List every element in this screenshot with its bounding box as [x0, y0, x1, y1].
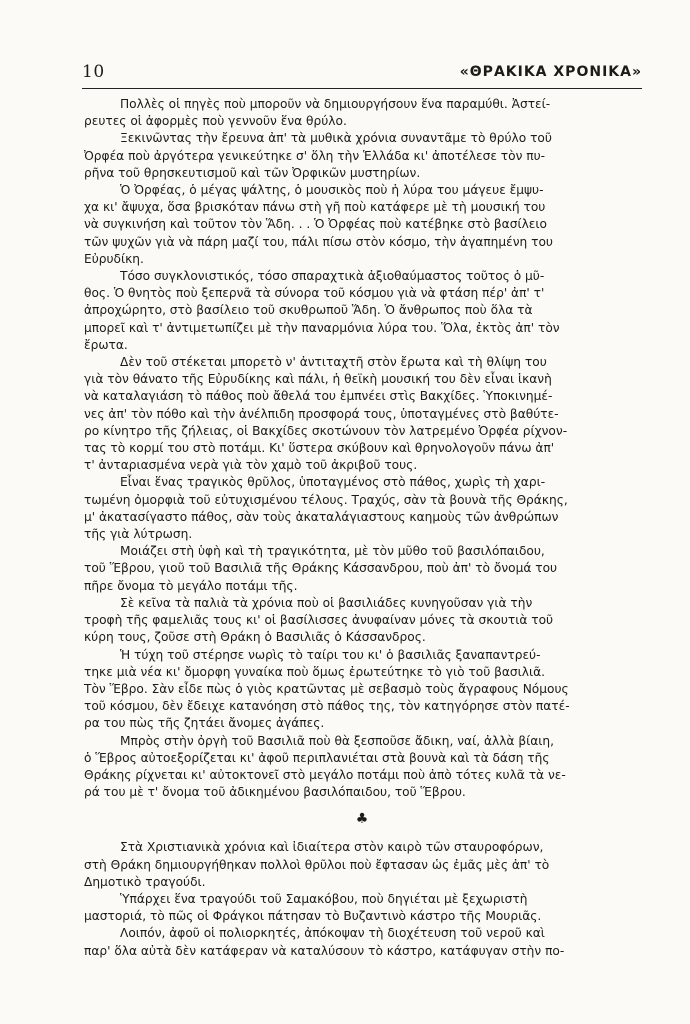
running-title: «ΘΡΑΚΙΚΑ ΧΡΟΝΙΚΑ» [459, 64, 642, 80]
paragraph: Ὁ Ὀρφέας, ὁ μέγας ψάλτης, ὁ μουσικὸς ποὺ ἡ λύρα του μάγευε ἔμψυ- χα κι' ἄψυχα, ὅσα βρισκόταν πάνω στὴ γῆ ποὺ κατάφερε μὲ τὴ μουσική του νὰ συγκινήση καὶ τοῦτον τὸν Ἅδη. . . Ὁ Ὀρφέας ποὺ κατέβηκε στὸ βασίλειο τῶν ψυχῶν γιὰ νὰ πάρη μαζί του, πάλι πίσω στὸν κόσμο, τὴν ἀγαπημένη του Εὐρυδίκη. [84, 183, 553, 266]
section-separator-icon: ♣ [355, 811, 369, 828]
paragraph: Σὲ κεῖνα τὰ παλιὰ τὰ χρόνια ποὺ οἱ βασιλιάδες κυνηγοῦσαν γιὰ τὴν τροφὴ τῆς φαμελιᾶς τους κι' οἱ βασίλισσες ἀνυφαίναν μόνες τὰ σκουτιὰ τοῦ κύρη τους, ζοῦσε στὴ Θράκη ὁ Βασιλιᾶς ὁ Κάσσανδρος. [84, 595, 554, 645]
paragraph: Τόσο συγκλονιστικός, τόσο σπαραχτικὰ ἀξιοθαύμαστος τοῦτος ὁ μῦ- θος. Ὁ θνητὸς ποὺ ξεπερνᾶ τὰ σύνορα τοῦ κόσμου γιὰ νὰ φτάση πέρ' ἀπ' τ' ἀπροχώρητο, στὸ βασίλειο τοῦ σκυθρωποῦ Ἅδη. Ὁ ἄνθρωπος ποὺ ὅλα τὰ μπορεῖ καὶ τ' ἀντιμετωπίζει μὲ τὴν παναρμόνια λύρα του. Ὅλα, ἐκτὸς ἀπ' τὸν ἔρωτα. [84, 269, 560, 352]
paragraph: Ξεκινῶντας τὴν ἔρευνα ἀπ' τὰ μυθικὰ χρόνια συναντᾶμε τὸ θρύλο τοῦ Ὀρφέα ποὺ ἀργότερα γενικεύτηκε σ' ὅλη τὴν Ἑλλάδα κι' ἀποτέλεσε τὸν πυ- ρῆνα τοῦ θρησκευτισμοῦ καὶ τῶν Ὀρφικῶν μυστηρίων. [84, 131, 552, 180]
page-header [82, 56, 642, 86]
paragraph: Ὑπάρχει ἕνα τραγούδι τοῦ Σαμακόβου, ποὺ δηγιέται μὲ ξεχωριστὴ μαστοριά, τὸ πῶς οἱ Φράγκοι πάτησαν τὸ Βυζαντινὸ κάστρο τῆς Μουριᾶς. [84, 891, 542, 924]
paragraph: Μοιάζει στὴ ὑφὴ καὶ τὴ τραγικότητα, μὲ τὸν μῦθο τοῦ βασιλόπαιδου, τοῦ Ἕβρου, γιοῦ τοῦ Βασιλιᾶ τῆς Θράκης Κάσσανδρου, ποὺ ἀπ' τὸ ὄνομά του πῆρε ὄνομα τὸ μεγάλο ποτάμι τῆς. [84, 544, 558, 593]
paragraph: Ἡ τύχη τοῦ στέρησε νωρὶς τὸ ταίρι του κι' ὁ βασιλιᾶς ξαναπαντρεύ- τηκε μιὰ νέα κι' ὄμορφη γυναίκα ποὺ ὅμως ἐρωτεύτηκε τὸ γιὸ τοῦ βασιλιᾶ. Τὸν Ἕβρο. Σὰν εἶδε πὼς ὁ γιὸς κρατῶντας μὲ σεβασμὸ τοὺς ἄγραφους Νόμους τοῦ κόσμου, δὲν ἔδειχε κατανόηση στὸ πάθος της, τὸν κατηγόρησε στὸν πατέ- ρα του πὼς τῆς ζητάει ἄνομες ἀγάπες. [84, 647, 570, 731]
paragraph: Μπρὸς στὴν ὀργὴ τοῦ Βασιλιᾶ ποὺ θὰ ξεσποῦσε ἄδικη, ναί, ἀλλὰ βίαιη, ὁ Ἕβρος αὐτοεξορίζεται κι' ἀφοῦ περιπλανιέται στὰ βουνὰ καὶ τὰ δάση τῆς Θράκης ρίχνεται κι' αὐτοκτονεῖ στὸ μεγάλο ποτάμι ποὺ ἀπὸ τότες κυλᾶ τὰ νε- ρά του μὲ τ' ὄνομα τοῦ ἀδικημένου βασιλόπαιδου, τοῦ Ἕβρου. [84, 733, 566, 800]
article-body [84, 96, 640, 960]
paragraph: Λοιπόν, ἀφοῦ οἱ πολιορκητές, ἀπόκοψαν τὴ διοχέτευση τοῦ νεροῦ καὶ παρ' ὅλα αὐτὰ δὲν κατάφεραν νὰ καταλύσουν τὸ κάστρο, κατάφυγαν στὴν πο- [84, 926, 565, 958]
paragraph: Δὲν τοῦ στέκεται μπορετὸ ν' ἀντιταχτῆ στὸν ἔρωτα καὶ τὴ θλίψη του γιὰ τὸν θάνατο τῆς Εὐρυδίκης καὶ πάλι, ἡ θεϊκὴ μουσική του δὲν εἶναι ἱκανὴ νὰ καταλαγιάση τὸ πάθος ποὺ ἄθελά του ἐμπνέει στὶς Βακχίδες. Ὑποκινημέ- νες ἀπ' τὸν πόθο καὶ τὴν ἀνέλπιδη προσφορά τους, ὑποταγμένες στὸ βαθύτε- ρο κίνητρο τῆς ζήλειας, οἱ Βακχίδες σκοτώνουν τὸν λατρεμένο Ὀρφέα ρίχνον- τας τὸ κορμί του στὸ ποτάμι. Κι' ὕστερα σκύβουν καὶ θρηνολογοῦν πάνω ἀπ' τ' ἀνταριασμένα νερὰ γιὰ τὸν χαμὸ τοῦ ἀκριβοῦ τους. [84, 355, 568, 473]
header-rule [82, 88, 642, 89]
paragraph: Στὰ Χριστιανικὰ χρόνια καὶ ἰδιαίτερα στὸν καιρὸ τῶν σταυροφόρων, στὴ Θράκη δημιουργήθηκαν πολλοὶ θρῦλοι ποὺ ἔφτασαν ὡς ἐμᾶς μὲς ἀπ' τὸ Δημοτικὸ τραγούδι. [84, 840, 550, 889]
paragraph: Εἶναι ἕνας τραγικὸς θρῦλος, ὑποταγμένος στὸ πάθος, χωρὶς τὴ χαρι- τωμένη ὀμορφιὰ τοῦ εὐτυχισμένου τέλους. Τραχύς, σὰν τὰ βουνὰ τῆς Θράκης, μ' ἀκατασίγαστο πάθος, σὰν τοὺς ἀκαταλάγιαστους καημοὺς τῶν ἀνθρώπων τῆς γιὰ λύτρωση. [84, 475, 568, 542]
paragraph: Πολλὲς οἱ πηγὲς ποὺ μποροῦν νὰ δημιουργήσουν ἕνα παραμύθι. Ἀστεί- ρευτες οἱ ἀφορμὲς ποὺ γεννοῦν ἕνα θρύλο. [84, 97, 551, 129]
page-number: 10 [82, 62, 105, 82]
